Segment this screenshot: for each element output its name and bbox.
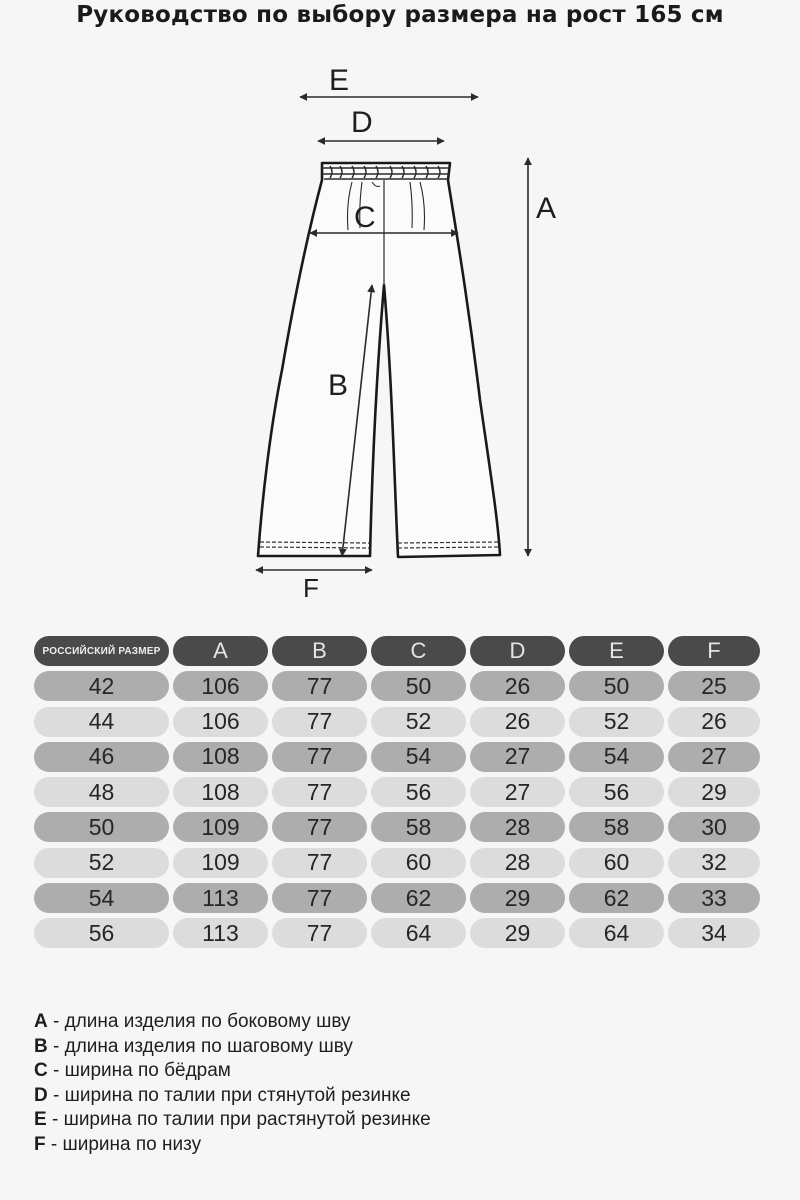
table-cell: 50 [34,812,169,842]
table-cell: 60 [371,848,466,878]
table-cell: 48 [34,777,169,807]
table-cell: 50 [569,671,664,701]
table-row [34,812,768,842]
table-cell: 106 [173,671,268,701]
legend-key: A [34,1011,48,1032]
legend-key: F [34,1133,46,1155]
table-cell: 30 [668,812,760,842]
legend-item-e [34,1108,431,1133]
table-cell: 58 [371,812,466,842]
table-cell: 60 [569,848,664,878]
table-cell: 54 [569,742,664,772]
header-a: A [173,636,268,666]
table-cell: 108 [173,742,268,772]
label-a: A [536,192,557,225]
label-c: C [354,201,376,234]
legend-text: - длина изделия по шаговому шву [47,1035,353,1057]
table-cell: 77 [272,918,367,948]
label-e: E [329,64,350,97]
measurement-legend [34,1010,431,1158]
table-cell: 29 [470,918,565,948]
header-f: F [668,636,760,666]
table-cell: 109 [173,848,268,878]
table-cell: 26 [668,707,760,737]
table-row [34,918,768,948]
table-cell: 64 [569,918,664,948]
table-row [34,848,768,878]
table-cell: 54 [34,883,169,913]
pants-measurement-diagram [240,56,580,616]
legend-text: - ширина по низу [45,1133,202,1155]
header-russian-size: РОССИЙСКИЙ РАЗМЕР [34,636,169,666]
legend-text: - длина изделия по боковому шву [47,1011,351,1032]
table-row [34,707,768,737]
table-cell: 77 [272,812,367,842]
label-d: D [351,106,373,139]
legend-key: D [34,1084,48,1106]
table-cell: 29 [470,883,565,913]
size-table [34,636,768,954]
header-e: E [569,636,664,666]
table-cell: 56 [371,777,466,807]
table-cell: 106 [173,707,268,737]
legend-item-b [34,1035,431,1060]
table-cell: 77 [272,883,367,913]
table-cell: 28 [470,848,565,878]
legend-item-a [34,1010,431,1035]
legend-text: - ширина по бёдрам [47,1060,231,1082]
pants-outline [258,163,500,557]
table-cell: 44 [34,707,169,737]
table-cell: 113 [173,918,268,948]
header-c: C [371,636,466,666]
table-row [34,883,768,913]
pants-diagram-svg [240,56,580,616]
page-title: Руководство по выбору размера на рост 165 см [76,2,724,28]
header-d: D [470,636,565,666]
table-cell: 77 [272,671,367,701]
legend-item-d [34,1084,431,1109]
table-cell: 27 [668,742,760,772]
label-b: B [328,369,349,402]
label-f: F [303,573,319,603]
table-cell: 27 [470,777,565,807]
table-cell: 58 [569,812,664,842]
table-cell: 33 [668,883,760,913]
table-cell: 54 [371,742,466,772]
table-cell: 108 [173,777,268,807]
table-cell: 26 [470,671,565,701]
table-cell: 64 [371,918,466,948]
table-cell: 52 [34,848,169,878]
legend-text: - ширина по талии при стянутой резинке [47,1084,411,1106]
table-cell: 28 [470,812,565,842]
table-cell: 34 [668,918,760,948]
table-cell: 62 [371,883,466,913]
table-cell: 56 [34,918,169,948]
table-cell: 109 [173,812,268,842]
table-cell: 27 [470,742,565,772]
legend-key: C [34,1060,48,1082]
table-cell: 56 [569,777,664,807]
table-cell: 42 [34,671,169,701]
table-cell: 62 [569,883,664,913]
header-b: B [272,636,367,666]
table-cell: 52 [569,707,664,737]
table-cell: 77 [272,848,367,878]
legend-key: B [34,1035,48,1057]
table-cell: 77 [272,777,367,807]
table-row [34,777,768,807]
table-cell: 77 [272,707,367,737]
legend-item-c [34,1059,431,1084]
table-row [34,671,768,701]
table-row [34,742,768,772]
legend-item-f [34,1133,431,1158]
table-cell: 26 [470,707,565,737]
table-cell: 77 [272,742,367,772]
table-cell: 52 [371,707,466,737]
table-cell: 50 [371,671,466,701]
table-cell: 29 [668,777,760,807]
legend-text: - ширина по талии при растянутой резинке [46,1109,431,1131]
table-cell: 25 [668,671,760,701]
table-cell: 113 [173,883,268,913]
size-table-header [34,636,768,666]
table-cell: 32 [668,848,760,878]
table-cell: 46 [34,742,169,772]
legend-key: E [34,1109,47,1131]
